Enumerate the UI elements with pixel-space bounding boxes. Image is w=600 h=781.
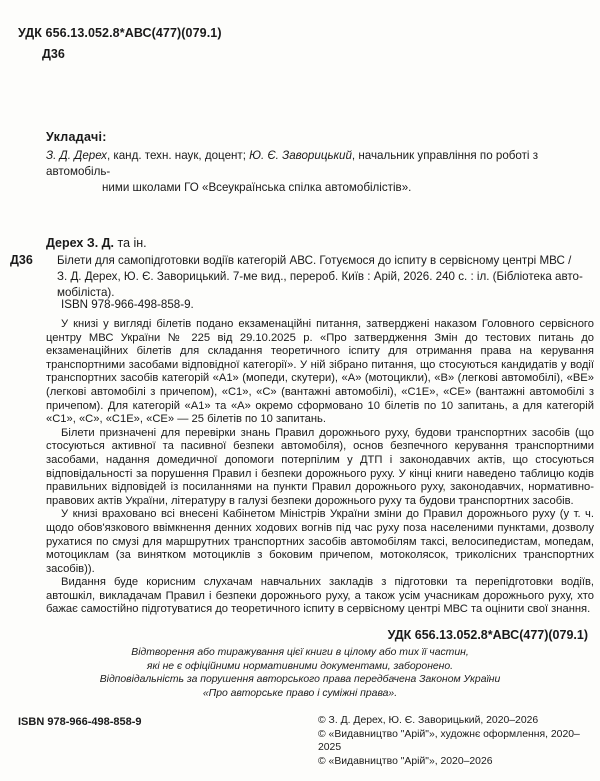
bibliography-author	[46, 236, 147, 250]
bibliography-line-3: мобіліста).	[57, 286, 115, 299]
compilers-line-1	[46, 148, 586, 180]
bibliography-line-2: З. Д. Дерех, Ю. Є. Заворицький. 7-ме вид., перероб. Київ : Арій, 2026. 240 с. : іл. (Бібліотека авто-	[57, 270, 583, 283]
abstract	[46, 318, 594, 617]
compiler-desc-1: , канд. техн. наук, доцент;	[106, 149, 250, 162]
copyright-notice-line-3: Відповідальність за порушення авторського права передбачена Законом України	[99, 674, 501, 685]
isbn-footer: ISBN 978-966-498-858-9	[18, 716, 142, 728]
copyright-holders	[318, 714, 600, 768]
compilers-title: Укладачі:	[46, 130, 107, 144]
abstract-paragraph-4: Видання буде корисним слухачам навчальних закладів з підготовки та перепідготовки водіїв, автошкіл, викладачам Правил і безпеки дорожнього руху, а також усім учасникам дорожнього руху, хто бажає самостійно підготуватися до теоретичного іспиту в сервісному центрі МВС та оцінити свої знання.	[46, 576, 594, 616]
copyright-line-1: © З. Д. Дерех, Ю. Є. Заворицький, 2020–2026	[318, 715, 539, 726]
bibliography-description	[46, 253, 594, 301]
author-suffix: та ін.	[114, 236, 147, 250]
copyright-line-3: © «Видавництво "Арій"», 2020–2026	[318, 755, 493, 767]
copyright-notice	[0, 646, 600, 700]
abstract-paragraph-3: У книзі враховано всі внесені Кабінетом Міністрів України зміни до Правил дорожнього руху (у т. ч. щодо обов'язкового ввімкнення денних ходових вогнів під час руху поза населеними пунктами, дозволу рухатися по смузі для маршрутних транспортних засобів автомобілям таксі, велосипедистам, мопедам, мотоциклам (за винятком мотоциклів з боковим причепом, мотоколясок, триколісних транспортних засобів)).	[46, 508, 594, 575]
copyright-notice-line-4: «Про авторське право і суміжні права».	[202, 687, 398, 699]
copyright-notice-line-1: Відтворення або тиражування цієї книги в цілому або тих її частин,	[131, 647, 469, 658]
compiler-name-1: З. Д. Дерех	[46, 149, 107, 162]
compiler-desc-2: , начальник управління по роботі з автомобіль-	[46, 149, 539, 178]
author-name: Дерех З. Д.	[46, 236, 115, 250]
copyright-line-2: © «Видавництво "Арій"», художнє оформлення, 2020–2025	[318, 728, 580, 754]
compiler-name-2: Ю. Є. Заворицький	[249, 149, 352, 162]
compilers-text	[46, 148, 586, 196]
bibliography-line-1: Білети для самопідготовки водіїв категорій АВС. Готуємося до іспиту в сервісному центрі МВС /	[57, 254, 572, 267]
compilers-line-2: ними школами ГО «Всеукраїнська спілка автомобілістів».	[102, 181, 412, 194]
bibliography-code: Д36	[10, 253, 33, 267]
copyright-notice-line-2: які не є офіційними нормативними документами, заборонено.	[146, 660, 454, 672]
catalog-code-header: Д36	[42, 47, 65, 61]
abstract-paragraph-1: У книзі у вигляді білетів подано екзаменаційні питання, затверджені наказом Головного сервісного центру МВС України № 225 від 29.10.2025 р. «Про затвердження Змін до тестових питань до екзаменаційних білетів для складання теоретичного іспиту для отримання права на керування транспортними засобами відповідної категорії». У ній зібрано питання, що стосуються кандидатів у водії транспортних засобів категорій «A1» (мопеди, скутери), «А» (мотоцикли), «В» (легкові автомобілі), «ВЕ» (легкові автомобілі з причепом), «С1», «С» (вантажні автомобілі), «С1Е», «СЕ» (вантажні автомобілі з причепом). Для категорій «A1» та «А» окремо сформовано 10 білетів по 10 запитань, а для категорій «С1», «С», «С1Е», «СЕ» — 25 білетів по 10 запитань.	[46, 318, 594, 426]
abstract-paragraph-2: Білети призначені для перевірки знань Правил дорожнього руху, будови транспортних засобів (що стосуються активної та пасивної безпеки автомобіля), основ безпечного керування транспортними засобами, надання домедичної допомоги потерпілим у ДТП і законодавчих актів, що стосуються відповідальності за порушення Правил і безпеки дорожнього руху. У кінці книги наведено таблицю кодів правильних відповідей із посиланнями на пункти Правил дорожнього руху, законодавчих, нормативно-правових актів України, літературу в галузі безпеки дорожнього руху та будови транспортних засобів.	[46, 426, 594, 507]
bibliography-isbn: ISBN 978-966-498-858-9.	[61, 298, 194, 311]
udk-footer: УДК 656.13.052.8*АВС(477)(079.1)	[387, 628, 588, 642]
udk-header: УДК 656.13.052.8*АВС(477)(079.1)	[18, 26, 222, 40]
